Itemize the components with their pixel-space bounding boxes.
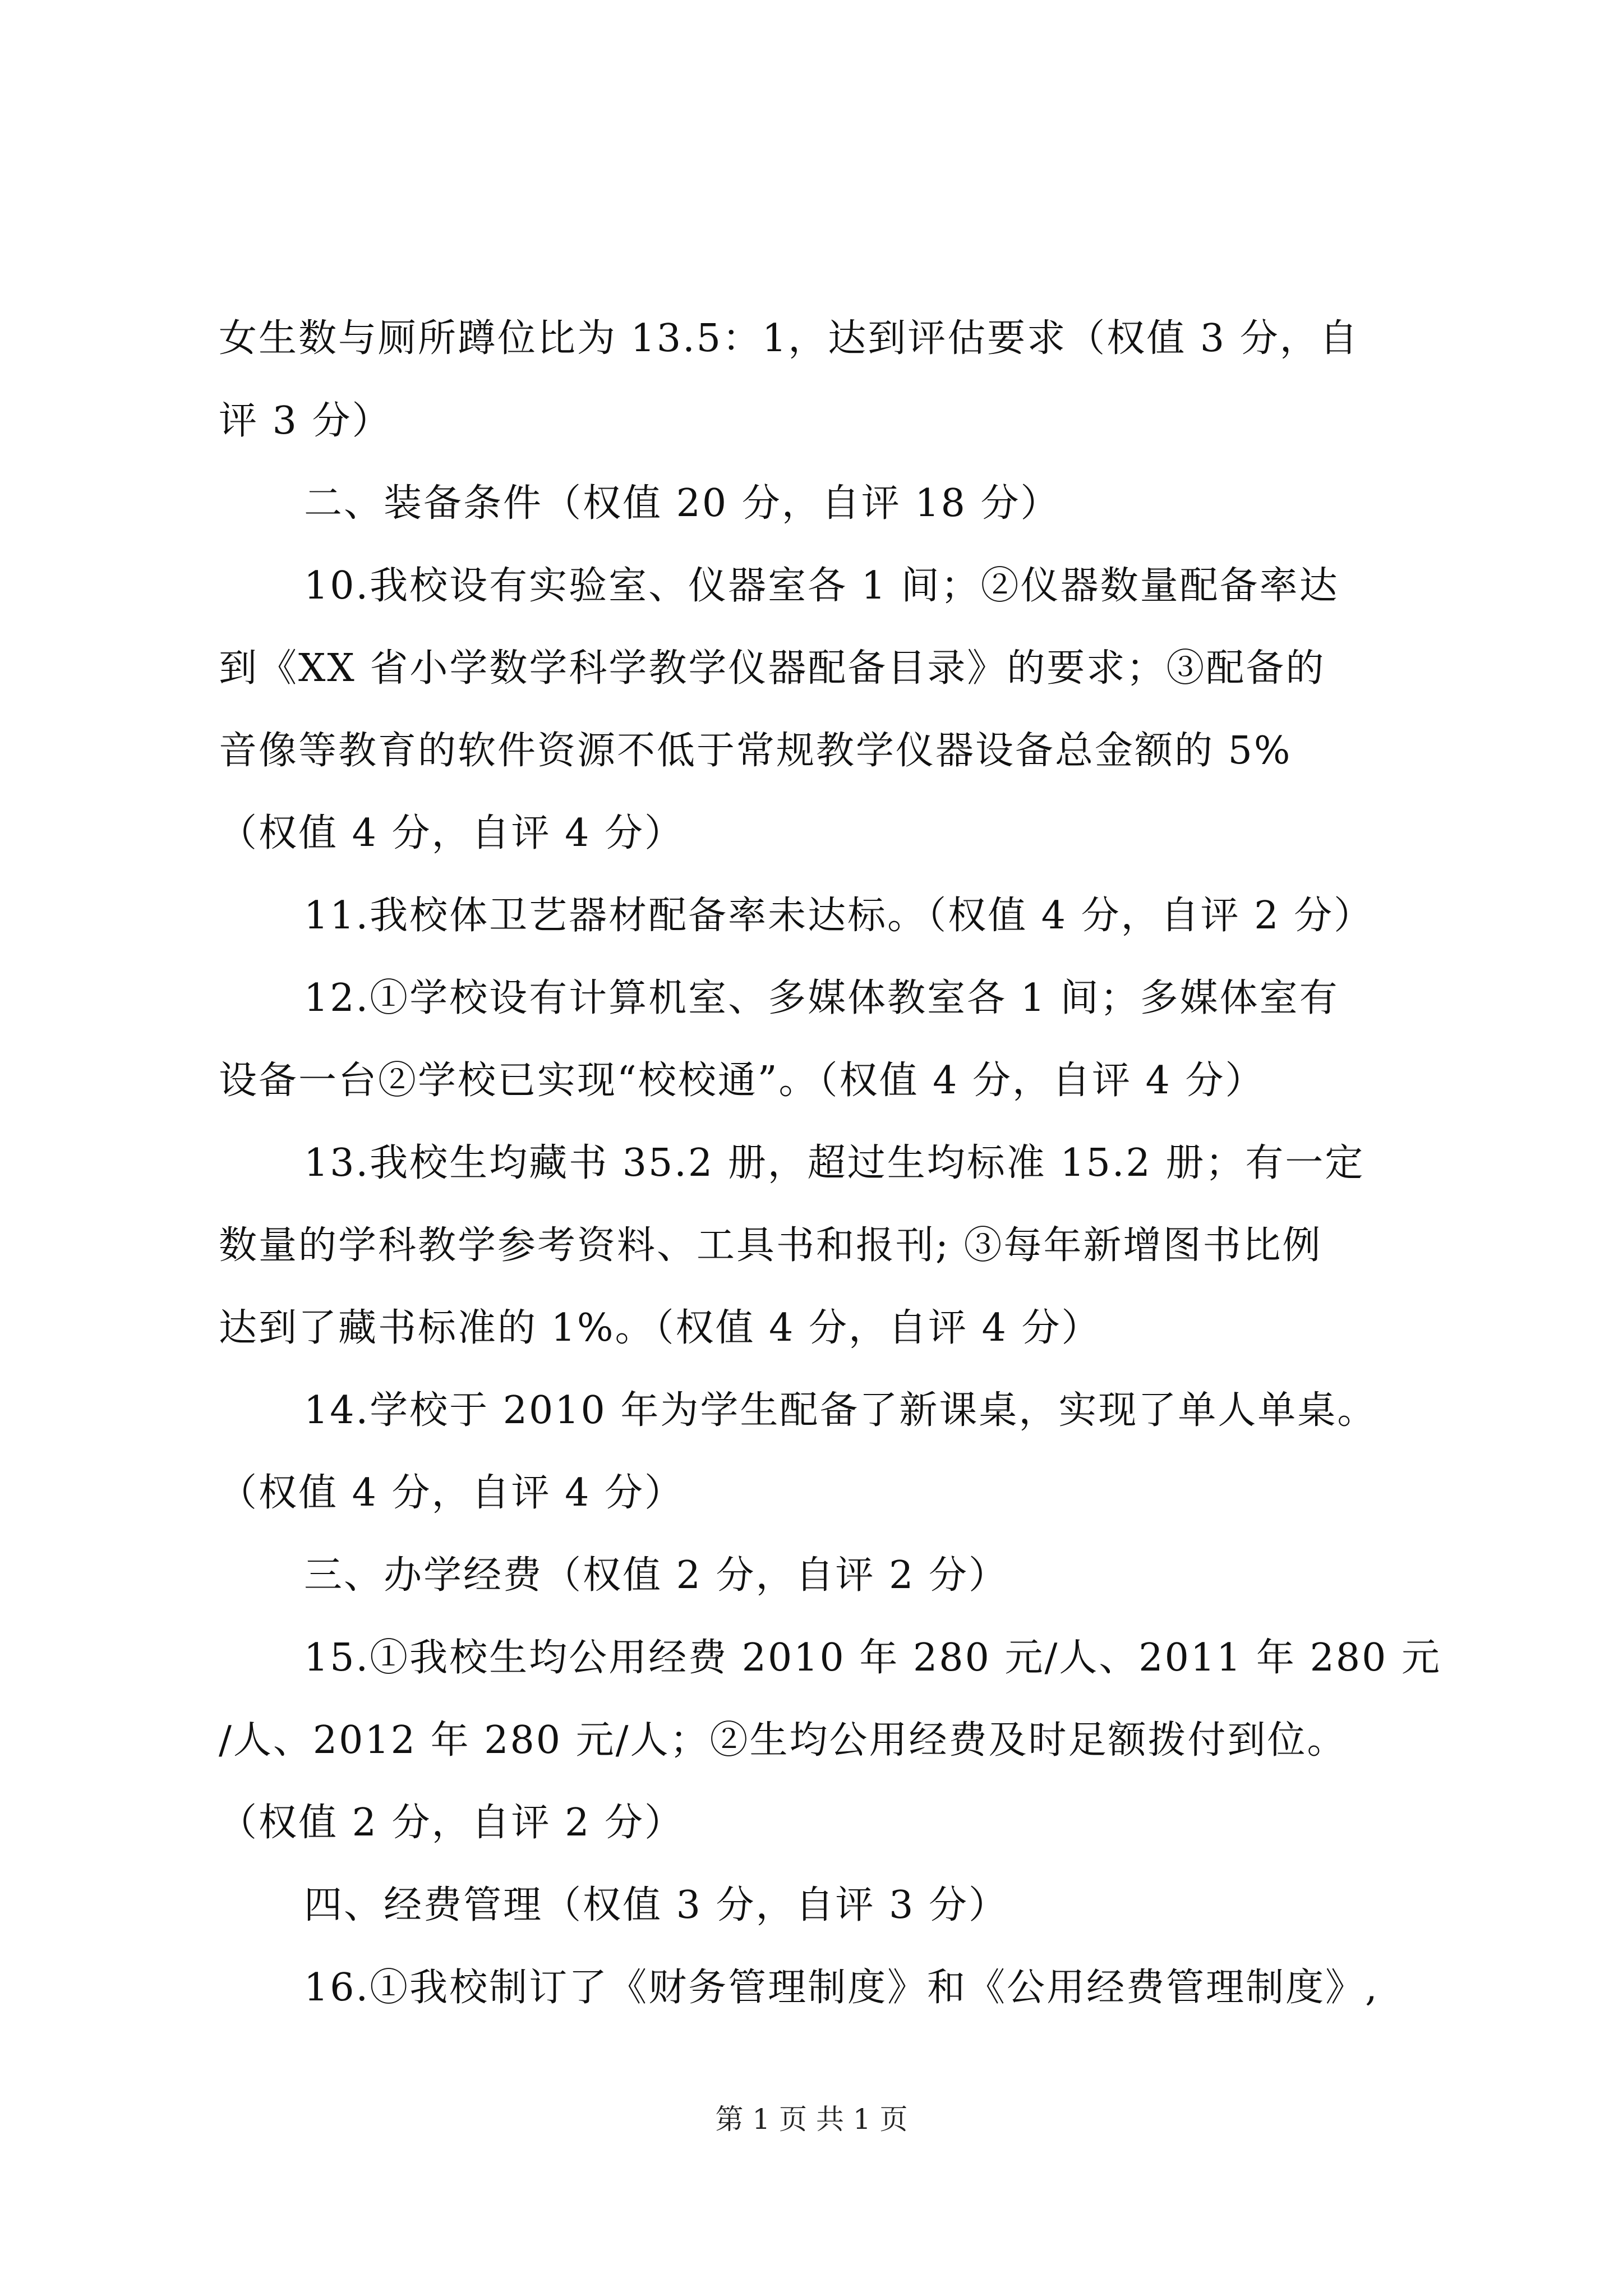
section-heading: 三、办学经费（权值 2 分，自评 2 分） bbox=[304, 1553, 1008, 1598]
text-line: 评 3 分） bbox=[219, 399, 392, 443]
section-heading: 四、经费管理（权值 3 分，自评 3 分） bbox=[304, 1883, 1008, 1927]
text-line: 音像等教育的软件资源不低于常规教学仪器设备总金额的 5% bbox=[219, 729, 1292, 773]
page-footer bbox=[0, 2102, 1623, 2136]
section-heading: 二、装备条件（权值 20 分，自评 18 分） bbox=[304, 481, 1061, 526]
text-line: 12.①学校设有计算机室、多媒体教室各 1 间；多媒体室有 bbox=[304, 976, 1339, 1020]
text-line: 14.学校于 2010 年为学生配备了新课桌，实现了单人单桌。 bbox=[304, 1388, 1377, 1433]
text-line: 达到了藏书标准的 1%。（权值 4 分，自评 4 分） bbox=[219, 1306, 1101, 1350]
text-line: /人、2012 年 280 元/人；②生均公用经费及时足额拨付到位。 bbox=[219, 1718, 1347, 1763]
text-line: 10.我校设有实验室、仪器室各 1 间；②仪器数量配备率达 bbox=[304, 564, 1339, 608]
text-line: （权值 4 分，自评 4 分） bbox=[219, 1471, 684, 1515]
text-line: 到《XX 省小学数学科学教学仪器配备目录》的要求；③配备的 bbox=[219, 646, 1326, 691]
text-line: （权值 2 分，自评 2 分） bbox=[219, 1801, 684, 1845]
text-line: （权值 4 分，自评 4 分） bbox=[219, 811, 684, 855]
text-line: 13.我校生均藏书 35.2 册，超过生均标准 15.2 册；有一定 bbox=[304, 1141, 1365, 1185]
text-line: 15.①我校生均公用经费 2010 年 280 元/人、2011 年 280 元 bbox=[304, 1636, 1441, 1680]
text-line: 数量的学科教学参考资料、工具书和报刊; ③每年新增图书比例 bbox=[219, 1223, 1322, 1268]
text-line: 女生数与厕所蹲位比为 13.5：1，达到评估要求（权值 3 分，自 bbox=[219, 316, 1359, 361]
page-number: 第 1 页 共 1 页 bbox=[715, 2103, 908, 2136]
text-line: 设备一台②学校已实现“校校通”。（权值 4 分，自评 4 分） bbox=[219, 1059, 1265, 1103]
text-line: 11.我校体卫艺器材配备率未达标。（权值 4 分，自评 2 分） bbox=[304, 894, 1374, 938]
document-body bbox=[219, 297, 1441, 2029]
text-line: 16.①我校制订了《财务管理制度》和《公用经费管理制度》, bbox=[304, 1966, 1379, 2010]
